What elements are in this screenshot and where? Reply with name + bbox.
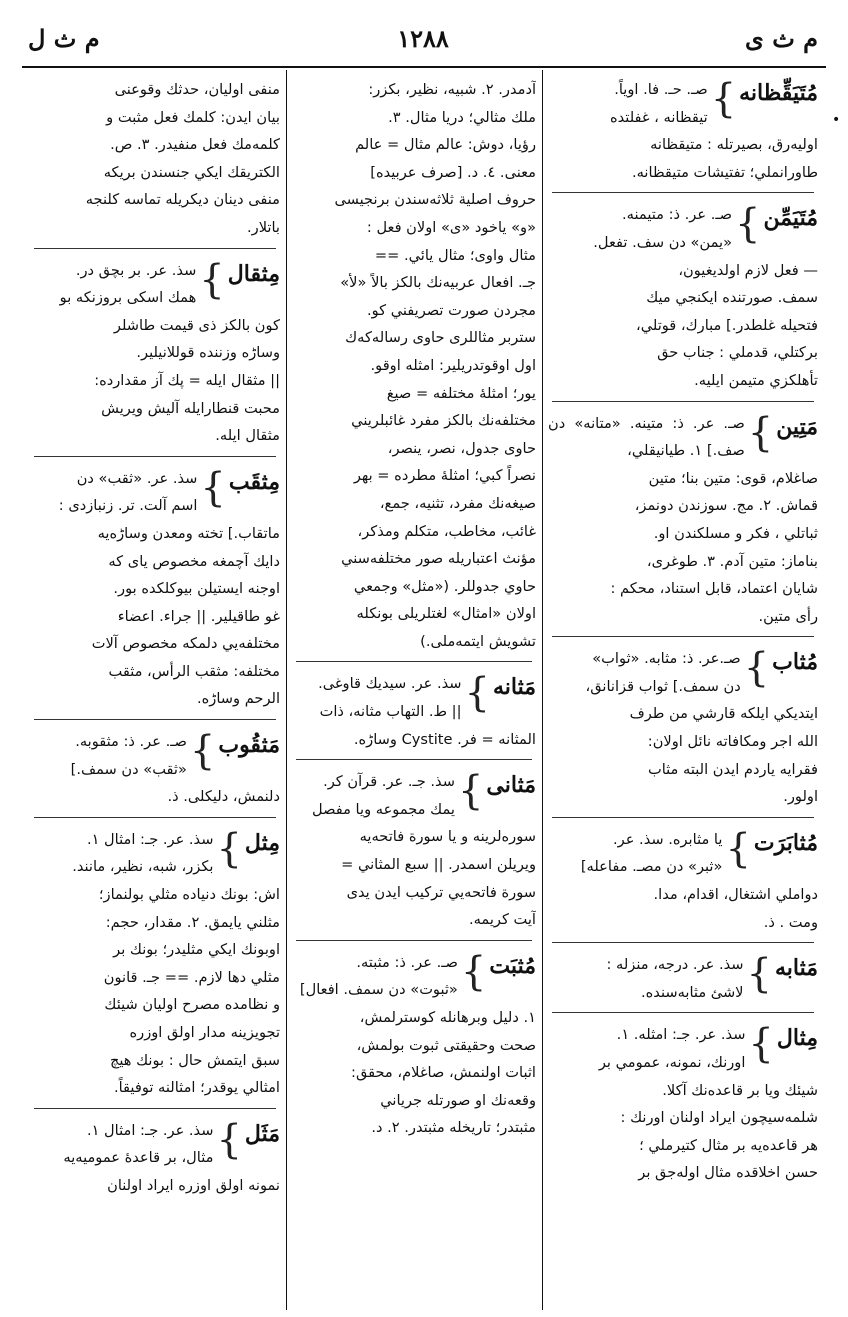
- entry-text-line: اوجنه ايستيلن بيوكلكده بور.: [113, 580, 280, 598]
- entry-separator: [296, 759, 532, 760]
- brace-mark: }: [189, 728, 216, 775]
- entry-text-line: صاغلام، قوى: متين بنا؛ متين: [648, 469, 818, 487]
- entry-headword: مِثقَب: [228, 468, 280, 495]
- brace-mark: }: [725, 825, 751, 872]
- entry-text-line: مختلفه: مثقب الرأس، مثقب: [108, 662, 280, 680]
- entry-text-line: سذ. عر. جـ: امثله. ١.: [616, 1026, 746, 1044]
- entry-separator: [296, 661, 532, 662]
- entry-text-line: اسم آلت. تر. زنبازدى :: [58, 497, 198, 515]
- entry-headword: مِثقال: [227, 260, 280, 287]
- entry-text-line: غو طاقيلير. || جراء. اعضاء: [117, 607, 280, 625]
- dictionary-entry: [548, 201, 818, 394]
- entry-text-line: آدمدر. ٢. شبيه، نظير، بكزر:: [368, 81, 536, 98]
- dictionary-entry: [30, 76, 280, 242]
- entry-text-line: مثلي دها لازم. == جـ. قانون: [103, 968, 280, 986]
- entry-text-line: بناماز: متين آدم. ٣. طوغرى،: [646, 552, 818, 570]
- entry-text-line: شلمه‌سيچون ايراد اولنان اورنك :: [620, 1109, 818, 1127]
- column-divider: [286, 70, 287, 1310]
- entry-text-line: منفى اوليان، حدثك وقوعنى: [114, 81, 280, 98]
- entry-headword: مَثانى: [486, 772, 536, 799]
- brace-mark: }: [735, 201, 761, 248]
- entry-headword: مُثاب: [772, 649, 818, 676]
- entry-headword: مَثقُوب: [218, 732, 280, 759]
- entry-text-line: غائب، مخاطب، متكلم ومذكر،: [357, 522, 536, 540]
- entry-text-line: كون بالكز ذى قيمت طاشلر: [113, 316, 280, 334]
- entry-text-line: دن سمف.] ثواب قزانانق،: [585, 677, 741, 695]
- entry-separator: [34, 719, 276, 720]
- brace-mark: }: [200, 464, 226, 511]
- entry-text-line: يمك مجموعه ويا مفصل: [312, 800, 455, 818]
- entry-text-line: سذ. عر. درجه، منزله :: [606, 956, 744, 974]
- dictionary-entry: [548, 951, 818, 1006]
- dictionary-entry: [292, 670, 536, 753]
- entry-text-line: ١. دليل وبرهانله كوسترلمش،: [359, 1009, 536, 1026]
- brace-mark: }: [743, 645, 770, 692]
- brace-mark: }: [710, 76, 737, 122]
- entry-text-line: سذ. عر. بر بچق در.: [75, 261, 197, 279]
- entry-separator: [552, 636, 814, 637]
- entry-text-line: سمف. صورتنده ايكنجي ميك: [646, 289, 818, 307]
- entry-text-line: باتلار.: [247, 218, 280, 236]
- margin-dot: •: [832, 112, 841, 128]
- entry-text-line: اولور.: [783, 788, 818, 806]
- entry-text-line: سذ. عر. جـ: امثال ١.: [86, 1121, 214, 1139]
- entry-text-line: حاوي جدوللر. («مثل» وجمعي: [353, 577, 536, 595]
- entry-text-line: نصراً كبي؛ امثلهٔ مطرده = بهر: [353, 467, 536, 485]
- entry-text-line: سوره‌لرينه و يا سورة فاتحه‌يه: [359, 828, 536, 846]
- entry-text-line: ثباتلي ، فكر و مسلكندن او.: [653, 524, 818, 542]
- entry-text-line: اول اوقوتدريلير: امثله اوقو.: [370, 356, 536, 374]
- entry-text-line: مثقال ايله.: [215, 427, 280, 445]
- entry-text-line: مثلني يايمق. ٢. مقدار، حجم:: [105, 913, 280, 931]
- entry-text-line: قماش. ٢. مج. سوزندن دونمز،: [634, 497, 818, 515]
- entry-text-line: فتحيله غلطدر.] مبارك، قوتلي،: [636, 316, 818, 334]
- entry-text-line: «ثبوت» دن سمف. افعال]: [299, 981, 458, 999]
- entry-text-line: كلمه‌مك فعل منفيدر. ٣. ص.: [110, 136, 280, 154]
- entry-headword: مَثَل: [244, 1120, 280, 1147]
- entry-separator: [34, 248, 276, 249]
- entry-text-line: بركتلي، قدملي : جناب حق: [657, 344, 818, 362]
- entry-headword: مُثابَرَت: [753, 829, 818, 856]
- entry-headword: مَتِين: [776, 413, 818, 440]
- entry-text-line: تيقظانه ، غفلتده: [609, 108, 708, 126]
- entry-text-line: «يمن» دن سف. تفعل.: [593, 233, 733, 251]
- entry-separator: [296, 940, 532, 941]
- entry-text-line: مثال، بر قاعدهٔ عموميه‌يه: [63, 1149, 214, 1167]
- entry-text-line: صـ. عر. ذ: مثبته.: [356, 953, 458, 971]
- brace-mark: }: [464, 670, 490, 717]
- entry-text-line: دايك آچمغه مخصوص ياى كه: [108, 552, 280, 570]
- dictionary-entry: [548, 826, 818, 936]
- entry-text-line: صـ. عر. ذ: متيمنه.: [622, 206, 733, 224]
- entry-text-line: اثبات اولنمش، صاغلام، محقق:: [351, 1064, 536, 1082]
- brace-mark: }: [216, 825, 242, 872]
- entry-text-line: بكزر، شبه، نظير، مانند.: [72, 858, 214, 876]
- dictionary-entry: [548, 1021, 818, 1187]
- column-middle: [292, 76, 536, 1306]
- entry-text-line: «ثبر» دن مصـ. مفاعله]: [580, 858, 723, 876]
- entry-text-line: مثال واوى؛ مثال يائي. ==: [374, 246, 536, 264]
- entry-text-line: || ط. التهاب مثانه، ذات: [319, 703, 462, 721]
- entry-text-line: || مثقال ايله = پك آز مقدارده:: [94, 371, 280, 389]
- entry-text-line: مثبتدر؛ تاريخله مثبتدر. ٢. د.: [371, 1119, 536, 1137]
- dictionary-entry: [30, 257, 280, 450]
- entry-text-line: صـ. حـ. فا. اوياً.: [614, 81, 708, 98]
- entry-text-line: سبق ايتمش حال : بونك هيچ: [109, 1051, 280, 1069]
- column-divider: [542, 70, 543, 1310]
- entry-text-line: هر قاعده‌يه بر مثال كتيرملي ؛: [639, 1136, 818, 1154]
- entry-text-line: ملك مثالي؛ دريا مثال. ٣.: [388, 108, 536, 126]
- entry-text-line: وقعه‌نك او صورتله جرياني: [380, 1091, 536, 1109]
- entry-headword: مِثل: [244, 829, 280, 856]
- entry-separator: [552, 942, 814, 943]
- entry-text-line: بيان ايدن: كلمك فعل مثبت و: [106, 108, 280, 126]
- entry-text-line: تشويش ايتمه‌ملى.): [420, 632, 536, 650]
- dictionary-entry: [548, 645, 818, 811]
- page-header: [28, 18, 818, 62]
- entry-headword: مُتَيَمِّن: [763, 205, 818, 232]
- entry-text-line: شيئك ويا بر قاعده‌نك آكلا.: [662, 1081, 818, 1099]
- entry-text-line: اوبونك ايكي مثليدر؛ بونك بر: [113, 941, 280, 959]
- entry-text-line: صـ.عر. ذ: مثابه. «ثواب»: [592, 650, 741, 668]
- entry-text-line: الله اجر ومكافاته نائل اولان:: [647, 733, 818, 751]
- entry-text-line: مختلفه‌نك بالكز مفرد غائبلريني: [351, 412, 536, 430]
- entry-text-line: يور؛ امثلهٔ مختلفه = صيغ: [386, 384, 536, 402]
- entry-separator: [34, 456, 276, 457]
- entry-separator: [34, 817, 276, 818]
- entry-text-line: فقرايه ياردم ايدن البته مثاب: [647, 760, 818, 778]
- brace-mark: }: [457, 768, 484, 815]
- entry-text-line: رأى متين.: [758, 607, 818, 625]
- brace-mark: }: [216, 1116, 242, 1163]
- entry-text-line: سذ. عر. سيديك قاوغى.: [318, 675, 462, 693]
- entry-text-line: المثانه = فر. Cystite وساڑه.: [353, 730, 536, 748]
- entry-text-line: ومت . ذ.: [763, 913, 818, 931]
- dictionary-entry: [292, 76, 536, 655]
- entry-headword: مُثبَت: [489, 952, 536, 979]
- dictionary-entry: [30, 826, 280, 1102]
- dictionary-entry: [30, 728, 280, 811]
- entry-separator: [552, 401, 814, 402]
- entry-headword: مِثال: [776, 1025, 818, 1052]
- entry-text-line: اش: بونك دنياده مثلي بولنماز؛: [98, 886, 280, 904]
- entry-text-line: نمونه اولق اوزره ايراد اولنان: [107, 1176, 280, 1194]
- entry-text-line: الرحم وساڑه.: [197, 690, 280, 708]
- entry-text-line: تأهلكزي متيمن ايليه.: [694, 371, 818, 389]
- entry-text-line: منفى دينان ديكريله تماسه كلنجه: [85, 191, 280, 209]
- column-left: [30, 76, 280, 1306]
- entry-text-line: امثالي يوقدر؛ امثالنه توفيقاً.: [113, 1079, 280, 1097]
- entry-text-line: — فعل لازم اولديغيون،: [678, 261, 818, 279]
- entry-text-line: صـ. عر. ذ: مثقوبه.: [75, 733, 187, 751]
- entry-text-line: ايتديكي ايلكه قارشي من طرف: [629, 705, 818, 723]
- entry-text-line: رؤيا، دوش: عالم مثال = عالم: [355, 136, 536, 154]
- entry-text-line: مؤنث اعتباريله صور مختلفه‌سني: [341, 550, 536, 568]
- header-rule: [22, 66, 826, 68]
- brace-mark: }: [747, 409, 774, 456]
- header-right-word: م ث ى: [745, 24, 818, 53]
- entry-text-line: سذ. جـ. عر. قرآن كر.: [323, 773, 455, 791]
- entry-separator: [552, 1012, 814, 1013]
- brace-mark: }: [746, 951, 772, 998]
- entry-text-line: حروف اصلية ثلاثه‌سندن برنجيسى: [334, 191, 536, 209]
- entry-separator: [552, 192, 814, 193]
- entry-separator: [552, 817, 814, 818]
- brace-mark: }: [460, 948, 487, 995]
- brace-mark: }: [199, 256, 225, 303]
- entry-text-line: جـ. افعال عربيه‌نك بالكز بالاً «لأ»: [340, 274, 536, 292]
- entry-text-line: همك اسكى بروزنكه بو: [59, 289, 197, 307]
- entry-text-line: مجردن صورت تصريفني كو.: [366, 301, 536, 319]
- entry-text-line: طاورانملي؛ تفتيشات متيقظانه.: [631, 163, 818, 181]
- entry-text-line: صيغه‌نك مفرد، تثنيه، جمع،: [379, 494, 536, 512]
- dictionary-entry: [30, 1117, 280, 1200]
- entry-text-line: آيت كريمه.: [468, 911, 536, 929]
- entry-text-line: «و» ياخود «ى» اولان فعل :: [366, 218, 536, 236]
- entry-text-line: سذ. عر. جـ: امثال ١.: [86, 830, 214, 848]
- entry-text-line: وساڑه وزننده قوللانيلير.: [136, 344, 280, 362]
- brace-mark: }: [748, 1021, 774, 1068]
- entry-text-line: دواملي اشتغال، اقدام، مدا.: [653, 886, 818, 904]
- entry-text-line: مختلفه‌يي دلمكه مخصوص آلات: [91, 635, 280, 653]
- entry-text-line: معنى. ٤. د. [صرف عربيده]: [370, 163, 536, 181]
- entry-headword: مُتَيَقِّظانه: [739, 80, 818, 106]
- page-number: ١٢٨٨: [397, 24, 449, 53]
- entry-text-line: اورنك، نمونه، عمومي بر: [598, 1054, 746, 1071]
- entry-headword: مَثابه: [774, 955, 818, 982]
- dictionary-entry: [292, 949, 536, 1142]
- entry-text-line: ستربر مثاللرى حاوى رساله‌كه‌ك: [345, 329, 536, 347]
- entry-text-line: اولان «امثال» لغتلريلى بونكله: [356, 605, 536, 623]
- entry-text-line: شايان اعتماد، قابل استناد، محكم :: [610, 580, 818, 598]
- entry-text-line: دلنمش، دليكلى. ذ.: [167, 788, 280, 806]
- dictionary-entry: [548, 76, 818, 186]
- entry-text-line: صحت وحقيقتى ثبوت بولمش،: [356, 1036, 536, 1054]
- entry-text-line: حاوى جدول، نصر، ينصر،: [387, 439, 536, 457]
- entry-text-line: صـ. عر. ذ: متينه. «متانه» دن صف.] ١. طيانيقلي،: [548, 414, 745, 460]
- entry-text-line: لاشئ مثابه‌سنده.: [641, 983, 744, 1001]
- entry-text-line: حسن اخلاقده مثال اوله‌جق بر: [638, 1164, 818, 1182]
- dictionary-entry: [30, 465, 280, 713]
- entry-text-line: الكتريقك ايكي جنسندن بريكه: [103, 163, 280, 181]
- entry-separator: [34, 1108, 276, 1109]
- entry-text-line: ويريلن اسمدر. || سبع المثاني =: [341, 856, 536, 874]
- entry-text-line: يا مثابره. سذ. عر.: [613, 830, 723, 848]
- entry-headword: مَثانه: [492, 674, 536, 701]
- entry-text-line: محبت قنطارايله آليش ويريش: [101, 399, 280, 417]
- entry-text-line: سورة فاتحه‌يي تركيب ايدن يدى: [346, 883, 536, 901]
- entry-text-line: تجويزينه مدار اولق اوزره: [129, 1024, 280, 1041]
- entry-text-line: اوليه‌رق، بصيرتله : متيقظانه: [650, 136, 818, 154]
- entry-text-line: سذ. عر. «ثقب» دن: [76, 469, 198, 487]
- dictionary-entry: [292, 768, 536, 934]
- column-right: [548, 76, 818, 1306]
- entry-text-line: و نظامده مصرح اوليان شيئك: [104, 996, 280, 1014]
- header-left-word: م ث ل: [28, 24, 100, 53]
- dictionary-entry: [548, 410, 818, 631]
- entry-text-line: ماتقاب.] تخته ومعدن وساڑه‌يه: [97, 524, 280, 542]
- entry-text-line: «ثقب» دن سمف.]: [70, 760, 187, 778]
